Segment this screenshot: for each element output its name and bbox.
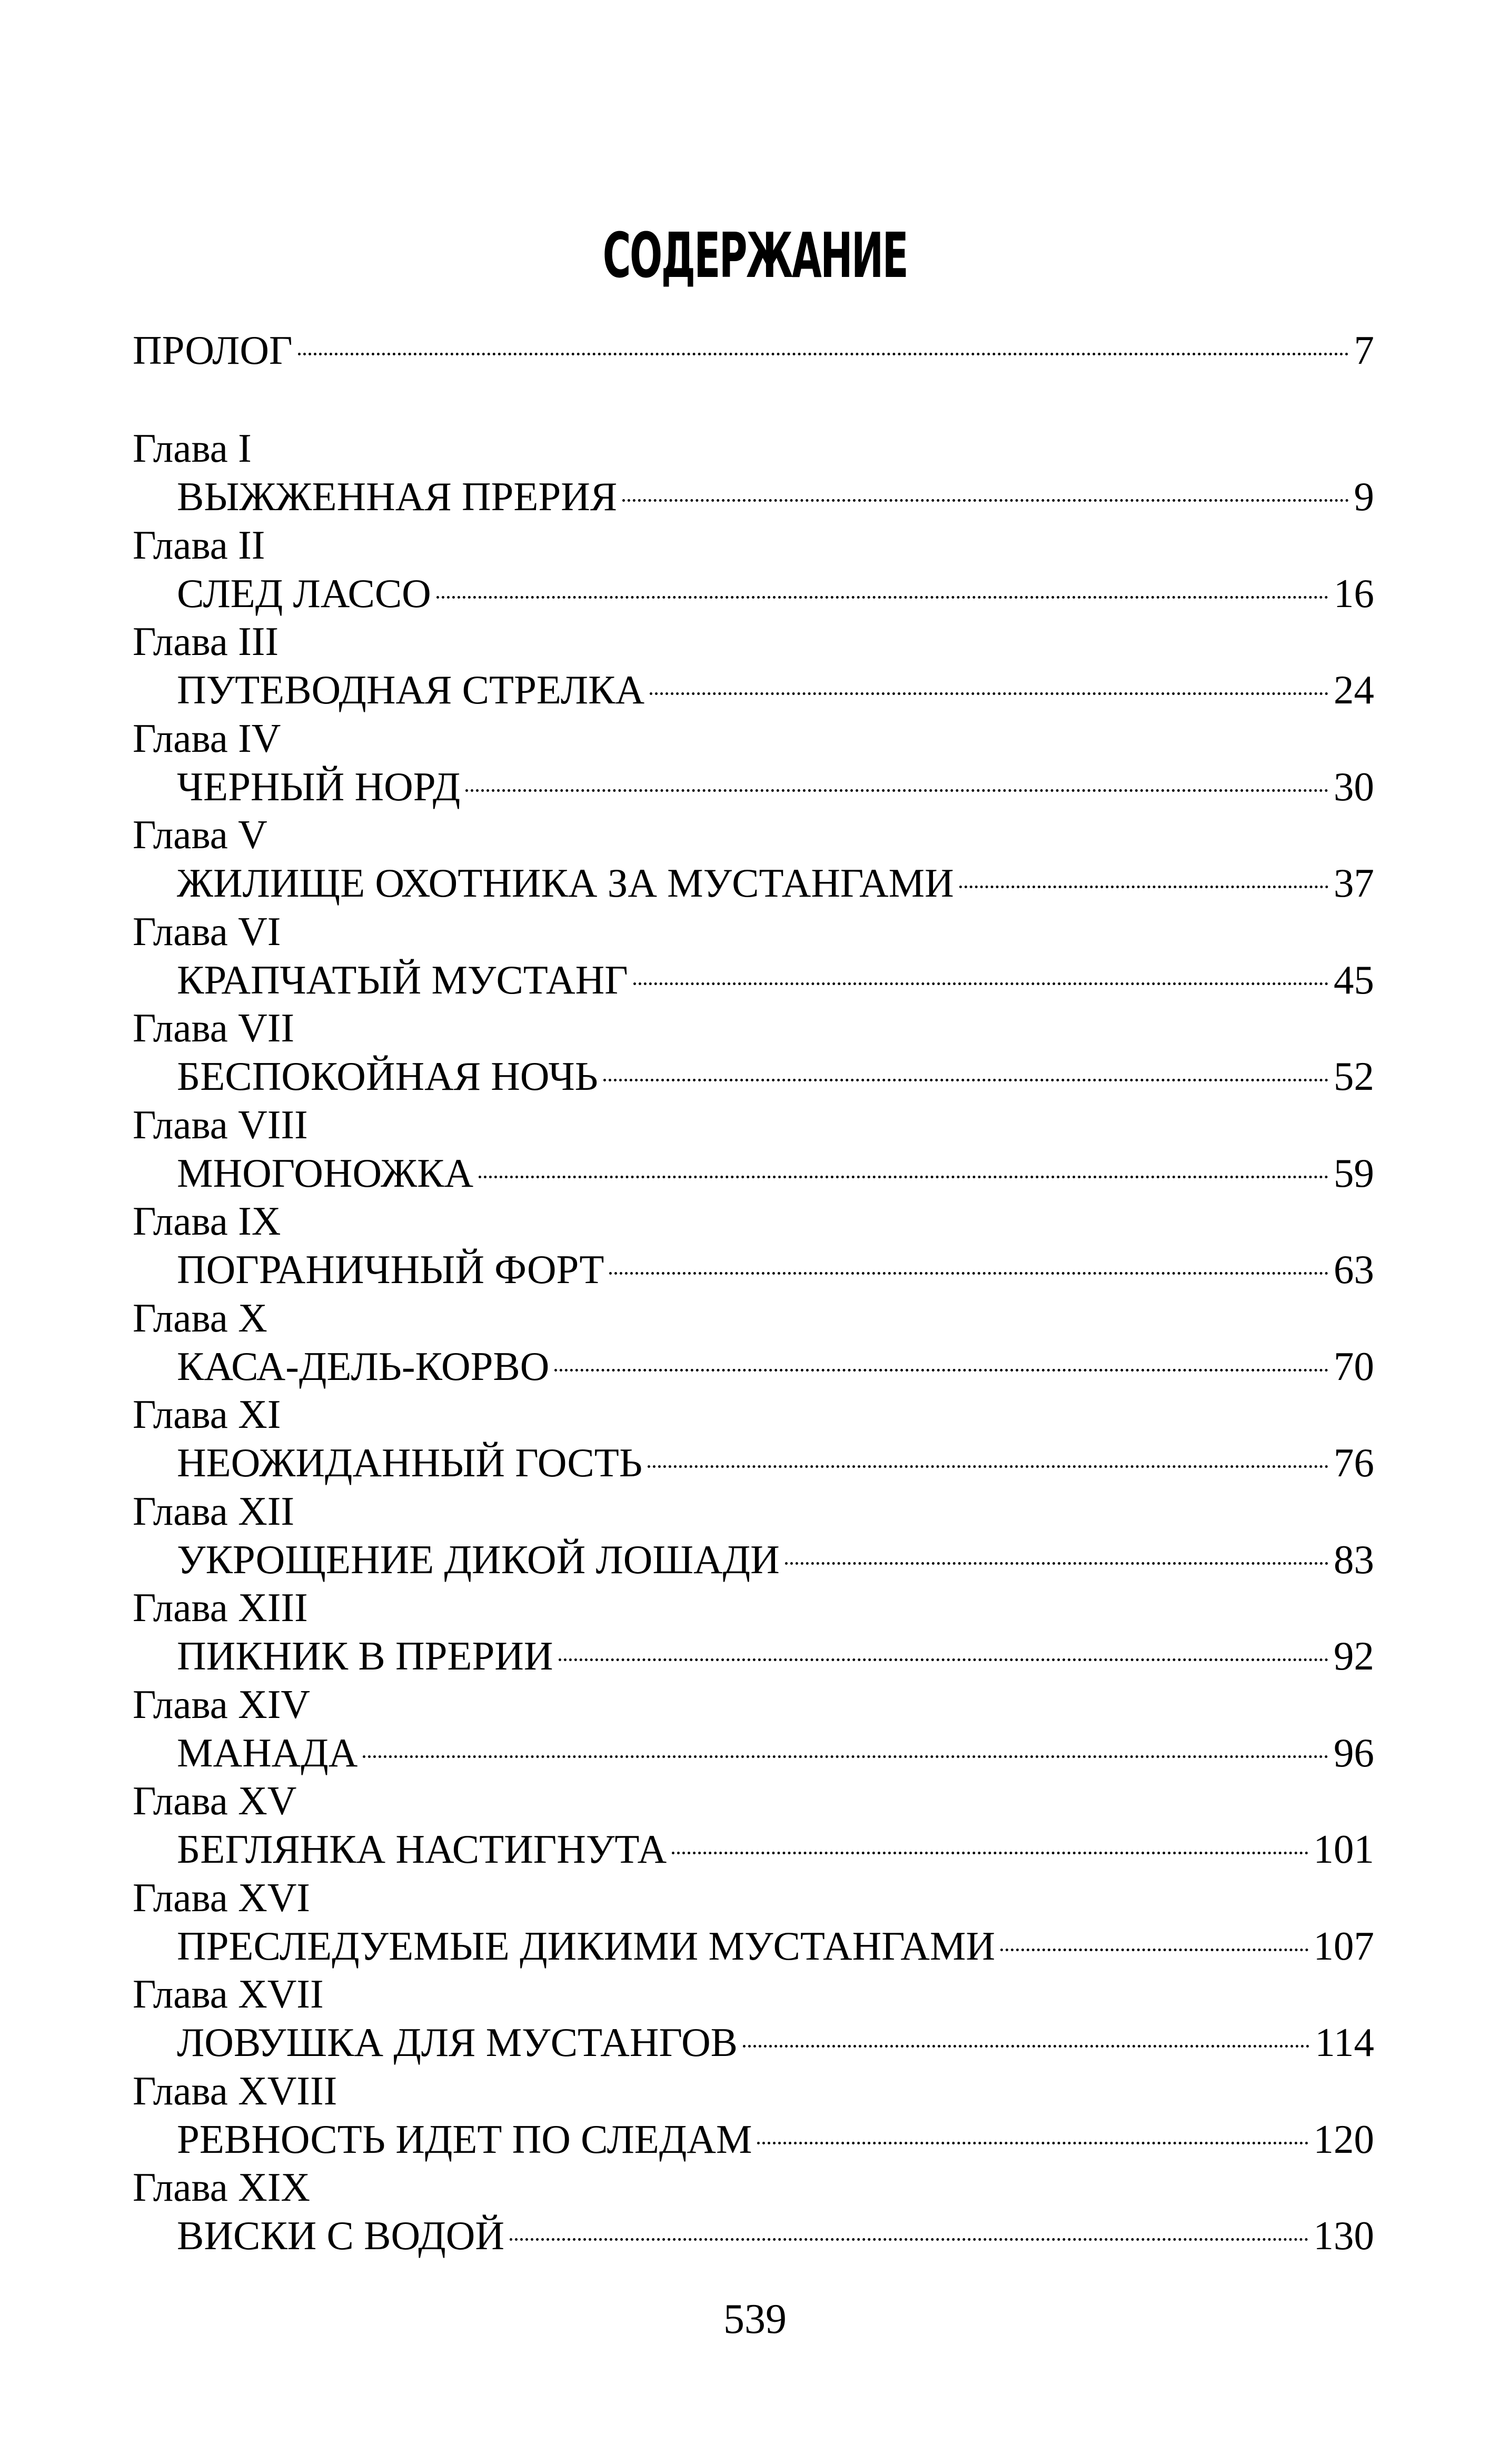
toc-entry-name: БЕГЛЯНКА НАСТИГНУТА — [177, 1826, 667, 1872]
toc-entry-page: 7 — [1354, 327, 1374, 373]
dot-leader — [959, 886, 1328, 888]
chapter-label: Глава I — [133, 425, 252, 471]
chapter-label: Глава XVIII — [133, 2068, 337, 2113]
chapter-label: Глава XVII — [133, 1971, 324, 2016]
toc-entry-name: ПРЕСЛЕДУЕМЫЕ ДИКИМИ МУСТАНГАМИ — [177, 1923, 996, 1969]
dot-leader — [1000, 1949, 1308, 1951]
chapter-label: Глава XII — [133, 1488, 294, 1534]
toc-entry-page: 83 — [1334, 1537, 1374, 1582]
toc-entry-page: 92 — [1334, 1633, 1374, 1678]
chapter-label: Глава XIX — [133, 2164, 310, 2210]
chapter-label: Глава IX — [133, 1198, 281, 1244]
dot-leader — [363, 1755, 1328, 1758]
toc-entry-name: ЧЕРНЫЙ НОРД — [177, 764, 461, 809]
toc-entry-page: 45 — [1334, 957, 1374, 1002]
toc-entry-page: 59 — [1334, 1150, 1374, 1196]
dot-leader — [298, 353, 1349, 355]
toc-entry-name: БЕСПОКОЙНАЯ НОЧЬ — [177, 1054, 598, 1099]
chapter-label: Глава VIII — [133, 1102, 308, 1147]
dot-leader — [554, 1369, 1328, 1372]
dot-leader — [633, 982, 1328, 985]
toc-entry-page: 76 — [1334, 1440, 1374, 1485]
toc-entry-name: ПИКНИК В ПРЕРИИ — [177, 1633, 553, 1678]
toc-entry-name: ЛОВУШКА ДЛЯ МУСТАНГОВ — [177, 2020, 738, 2065]
dot-leader — [648, 1465, 1328, 1468]
toc-entry-page: 130 — [1313, 2213, 1374, 2258]
dot-leader — [479, 1176, 1328, 1178]
toc-entry-page: 96 — [1334, 1730, 1374, 1775]
dot-leader — [559, 1658, 1328, 1661]
dot-leader — [785, 1562, 1328, 1565]
chapter-label: Глава XI — [133, 1392, 281, 1437]
toc-entry-prologue — [133, 321, 1374, 379]
toc-entry-page: 101 — [1313, 1826, 1374, 1872]
toc-entry-page: 30 — [1334, 764, 1374, 809]
toc-entry-name: СЛЕД ЛАССО — [177, 571, 431, 616]
dot-leader — [609, 1272, 1328, 1275]
chapter-label: Глава VII — [133, 1005, 294, 1050]
toc-entry-name: ВИСКИ С ВОДОЙ — [177, 2213, 505, 2258]
toc-entry-page: 24 — [1334, 667, 1374, 712]
toc-entry-page: 16 — [1334, 571, 1374, 616]
toc-entry-name: РЕВНОСТЬ ИДЕТ ПО СЛЕДАМ — [177, 2117, 752, 2162]
toc-entry-page: 120 — [1313, 2117, 1374, 2162]
dot-leader — [757, 2142, 1308, 2144]
toc-entry-page: 52 — [1334, 1054, 1374, 1099]
chapter-label: Глава X — [133, 1295, 267, 1340]
toc-entry-name: ВЫЖЖЕННАЯ ПРЕРИЯ — [177, 474, 618, 519]
page-number: 539 — [723, 2296, 787, 2342]
chapter-label: Глава XIV — [133, 1682, 310, 1727]
toc-entry-page: 70 — [1334, 1344, 1374, 1389]
chapter-label: Глава XVI — [133, 1875, 310, 1920]
dot-leader — [622, 499, 1348, 502]
dot-leader — [465, 789, 1328, 792]
toc-entry-name: ПОГРАНИЧНЫЙ ФОРТ — [177, 1247, 604, 1292]
toc-entry-name: НЕОЖИДАННЫЙ ГОСТЬ — [177, 1440, 643, 1485]
dot-leader — [603, 1079, 1328, 1081]
toc-entry-name: ПУТЕВОДНАЯ СТРЕЛКА — [177, 667, 645, 712]
toc-entry — [133, 2207, 1374, 2264]
dot-leader — [743, 2045, 1309, 2048]
dot-leader — [510, 2238, 1308, 2241]
dot-leader — [650, 692, 1328, 695]
chapter-label: Глава II — [133, 522, 265, 568]
toc-entry-page: 63 — [1334, 1247, 1374, 1292]
chapter-label: Глава IV — [133, 716, 281, 761]
chapter-label: Глава III — [133, 619, 279, 664]
chapter-label: Глава XIII — [133, 1585, 308, 1630]
toc-entry-name: ЖИЛИЩЕ ОХОТНИКА ЗА МУСТАНГАМИ — [177, 860, 954, 906]
toc-entry-name: МАНАДА — [177, 1730, 358, 1775]
dot-leader — [672, 1852, 1308, 1854]
chapter-label: Глава VI — [133, 909, 281, 954]
toc-entry-name: КАСА-ДЕЛЬ-КОРВО — [177, 1344, 550, 1389]
toc-entry-name: КРАПЧАТЫЙ МУСТАНГ — [177, 957, 628, 1002]
toc-entry-name: ПРОЛОГ — [133, 327, 293, 373]
toc-entry-page: 114 — [1315, 2020, 1374, 2065]
chapter-label: Глава XV — [133, 1778, 297, 1823]
dot-leader — [436, 596, 1328, 599]
toc-entry-page: 9 — [1354, 474, 1374, 519]
toc-entry-page: 107 — [1313, 1923, 1374, 1969]
toc-entry-name: УКРОЩЕНИЕ ДИКОЙ ЛОШАДИ — [177, 1537, 780, 1582]
chapter-label: Глава V — [133, 812, 267, 857]
toc-entry-name: МНОГОНОЖКА — [177, 1150, 474, 1196]
page-title: СОДЕРЖАНИЕ — [602, 219, 908, 292]
toc-entry-page: 37 — [1334, 860, 1374, 906]
